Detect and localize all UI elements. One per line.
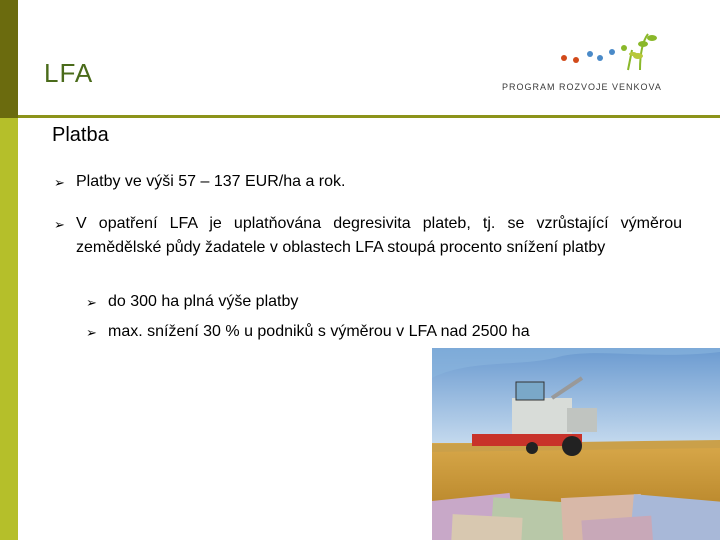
arrowhead-bullet-icon: ➢ xyxy=(54,217,65,232)
logo-text: PROGRAM ROZVOJE VENKOVA xyxy=(502,82,662,92)
sidebar-dark-band xyxy=(0,0,18,118)
logo-sprouts-icon xyxy=(561,34,657,70)
banknotes-foreground xyxy=(432,493,720,540)
bullet-item: Platby ve výši 57 – 137 EUR/ha a rok. xyxy=(76,173,346,190)
arrowhead-bullet-icon: ➢ xyxy=(86,325,97,340)
bullet-item: V opatření LFA je uplatňována degresivita plateb, tj. se vzrůstající výměrou zemědělské půdy žadatele v oblastech LFA stoupá procento snížení platby xyxy=(76,215,682,256)
arrowhead-bullet-icon: ➢ xyxy=(54,175,65,190)
sub-bullet-item: do 300 ha plná výše platby xyxy=(108,293,299,310)
title-divider xyxy=(18,115,720,118)
arrowhead-bullet-icon: ➢ xyxy=(86,295,97,310)
sidebar-light-band xyxy=(0,118,18,540)
sub-bullet-item: max. snížení 30 % u podniků s výměrou v LFA nad 2500 ha xyxy=(108,323,530,340)
harvester-photo xyxy=(432,348,720,540)
slide-subtitle: Platba xyxy=(52,124,109,146)
slide-title: LFA xyxy=(44,58,94,88)
